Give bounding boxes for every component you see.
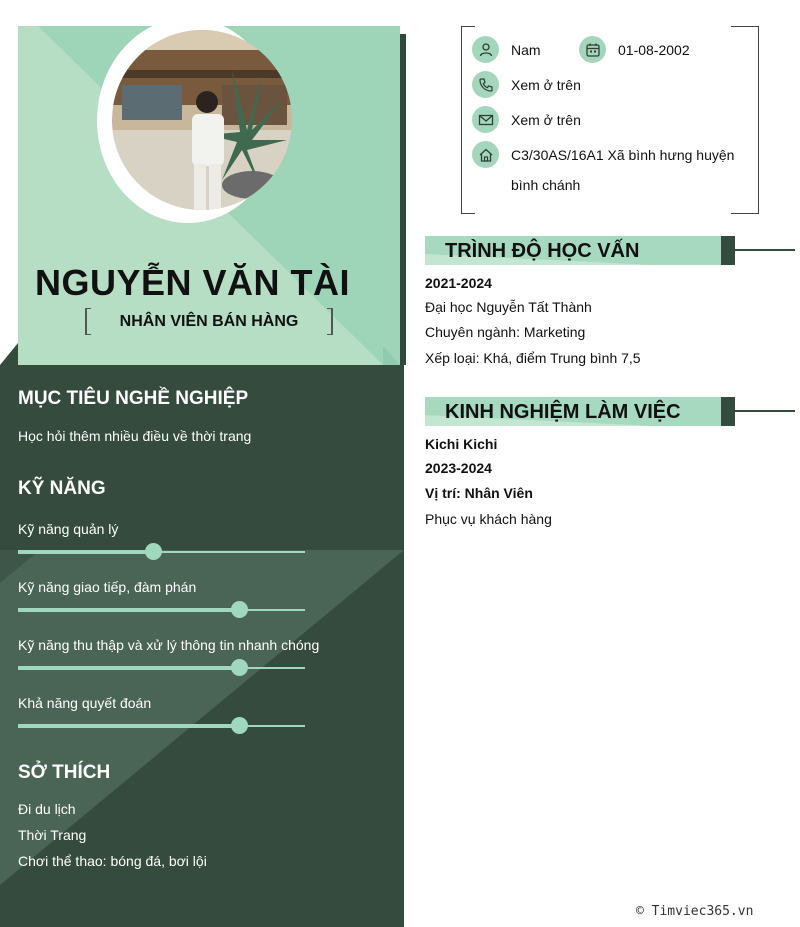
calendar-icon (579, 36, 606, 63)
panel-tab (0, 343, 18, 365)
experience-heading: KINH NGHIỆM LÀM VIỆC (445, 401, 681, 423)
home-icon (472, 141, 499, 168)
education-grade: Xếp loại: Khá, điểm Trung bình 7,5 (425, 350, 641, 366)
skill-label: Khả năng quyết đoán (18, 695, 152, 711)
avatar (112, 30, 292, 210)
hobby-item: Thời Trang (18, 827, 87, 843)
skill-bar (18, 551, 305, 553)
skill-bar-fill (18, 608, 239, 612)
skill-bar-knob (231, 601, 248, 618)
education-heading: TRÌNH ĐỘ HỌC VẤN (445, 240, 640, 262)
banner-line (735, 249, 795, 251)
address-line: bình chánh (511, 177, 581, 193)
skill-label: Kỹ năng thu thập và xử lý thông tin nhanh chóng (18, 637, 320, 653)
phone-icon (472, 71, 499, 98)
hobby-item: Đi du lịch (18, 801, 76, 817)
experience-description: Phục vụ khách hàng (425, 511, 552, 527)
banner-line (735, 410, 795, 412)
contact-box (461, 26, 759, 214)
footer-watermark: © Timviec365.vn (636, 904, 754, 919)
experience-company: Kichi Kichi (425, 436, 498, 452)
banner-end (721, 236, 735, 265)
skill-bar-fill (18, 724, 239, 728)
address-line: C3/30AS/16A1 Xã bình hưng huyện (511, 147, 735, 163)
header-shadow (400, 34, 406, 365)
skill-bar (18, 667, 305, 669)
contact-bracket-right (731, 26, 759, 214)
banner-end (721, 397, 735, 426)
experience-position: Vị trí: Nhân Viên (425, 485, 533, 501)
education-school: Đại học Nguyễn Tất Thành (425, 299, 592, 315)
phone-value: Xem ở trên (511, 77, 581, 93)
education-major: Chuyên ngành: Marketing (425, 324, 586, 340)
hobbies-heading: SỞ THÍCH (18, 762, 111, 783)
skill-bar-fill (18, 666, 239, 670)
objective-text: Học hỏi thêm nhiều điều về thời trang (18, 428, 252, 444)
skills-heading: KỸ NĂNG (18, 478, 106, 499)
education-period: 2021-2024 (425, 275, 492, 291)
skill-bar-fill (18, 550, 153, 554)
skill-bar (18, 609, 305, 611)
skill-bar-knob (231, 717, 248, 734)
skill-label: Kỹ năng giao tiếp, đàm phán (18, 579, 197, 595)
hobby-item: Chơi thể thao: bóng đá, bơi lội (18, 853, 207, 869)
envelope-icon (472, 106, 499, 133)
birthday-value: 01-08-2002 (618, 42, 690, 58)
person-icon (472, 36, 499, 63)
skill-label: Kỹ năng quản lý (18, 521, 119, 537)
skill-bar (18, 725, 305, 727)
education-banner (425, 236, 735, 265)
experience-banner (425, 397, 735, 426)
skill-bar-knob (231, 659, 248, 676)
job-title: NHÂN VIÊN BÁN HÀNG (85, 309, 333, 334)
experience-period: 2023-2024 (425, 460, 492, 476)
skill-bar-knob (145, 543, 162, 560)
email-value: Xem ở trên (511, 112, 581, 128)
candidate-name: NGUYỄN VĂN TÀI (35, 262, 351, 303)
objective-heading: MỤC TIÊU NGHỀ NGHIỆP (18, 388, 249, 409)
gender-value: Nam (511, 42, 541, 58)
